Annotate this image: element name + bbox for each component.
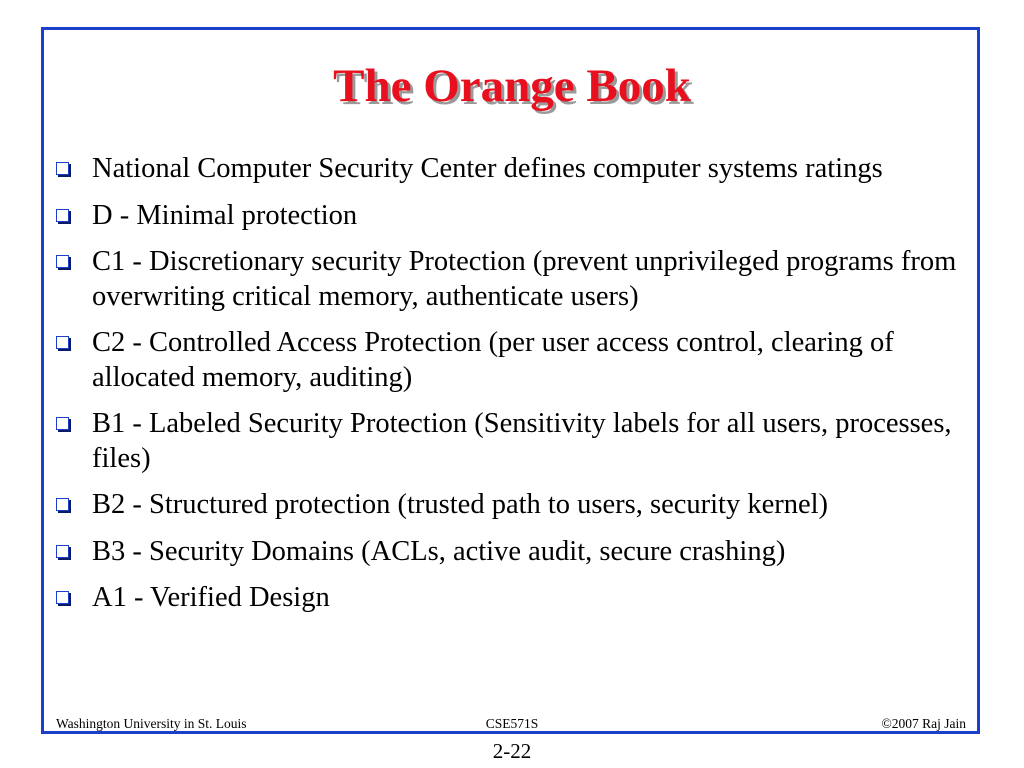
footer-course: CSE571S (485, 716, 539, 731)
bullet-text: D - Minimal protection (92, 199, 358, 231)
bullet-text: B2 - Structured protection (trusted path to users, security kernel) (92, 489, 829, 520)
footer-copyright: ©2007 Raj Jain (881, 716, 966, 731)
bullet-text: C1 - Discretionary security Protection (prevent unprivileged programs from overwriting critical memory, authenticate users) (92, 246, 957, 312)
square-bullet-icon (56, 498, 69, 511)
square-bullet-icon (56, 417, 69, 430)
bullet-item (54, 245, 974, 314)
square-bullet-icon (56, 162, 69, 175)
bullet-list (54, 152, 974, 628)
bullet-item (54, 199, 974, 234)
bullet-text: B3 - Security Domains (ACLs, active audit, secure crashing) (92, 535, 786, 567)
bullet-item (54, 407, 974, 476)
bullet-item (54, 535, 974, 570)
bullet-text: B1 - Labeled Security Protection (Sensitivity labels for all users, processes, files) (92, 408, 952, 474)
bullet-item (54, 581, 974, 616)
bullet-text: A1 - Verified Design (92, 582, 330, 613)
square-bullet-icon (56, 591, 69, 604)
page-number: 2-22 (492, 739, 532, 763)
footer-institution: Washington University in St. Louis (56, 716, 247, 731)
bullet-item (54, 152, 974, 187)
square-bullet-icon (56, 255, 69, 268)
bullet-item (54, 488, 974, 523)
square-bullet-icon (56, 209, 69, 222)
bullet-text: C2 - Controlled Access Protection (per user access control, clearing of allocated memory, auditing) (92, 327, 894, 393)
bullet-text: National Computer Security Center defines computer systems ratings (92, 153, 883, 184)
square-bullet-icon (56, 336, 69, 349)
bullet-item (54, 326, 974, 395)
square-bullet-icon (56, 545, 69, 558)
slide-title: The Orange Book (333, 60, 691, 112)
